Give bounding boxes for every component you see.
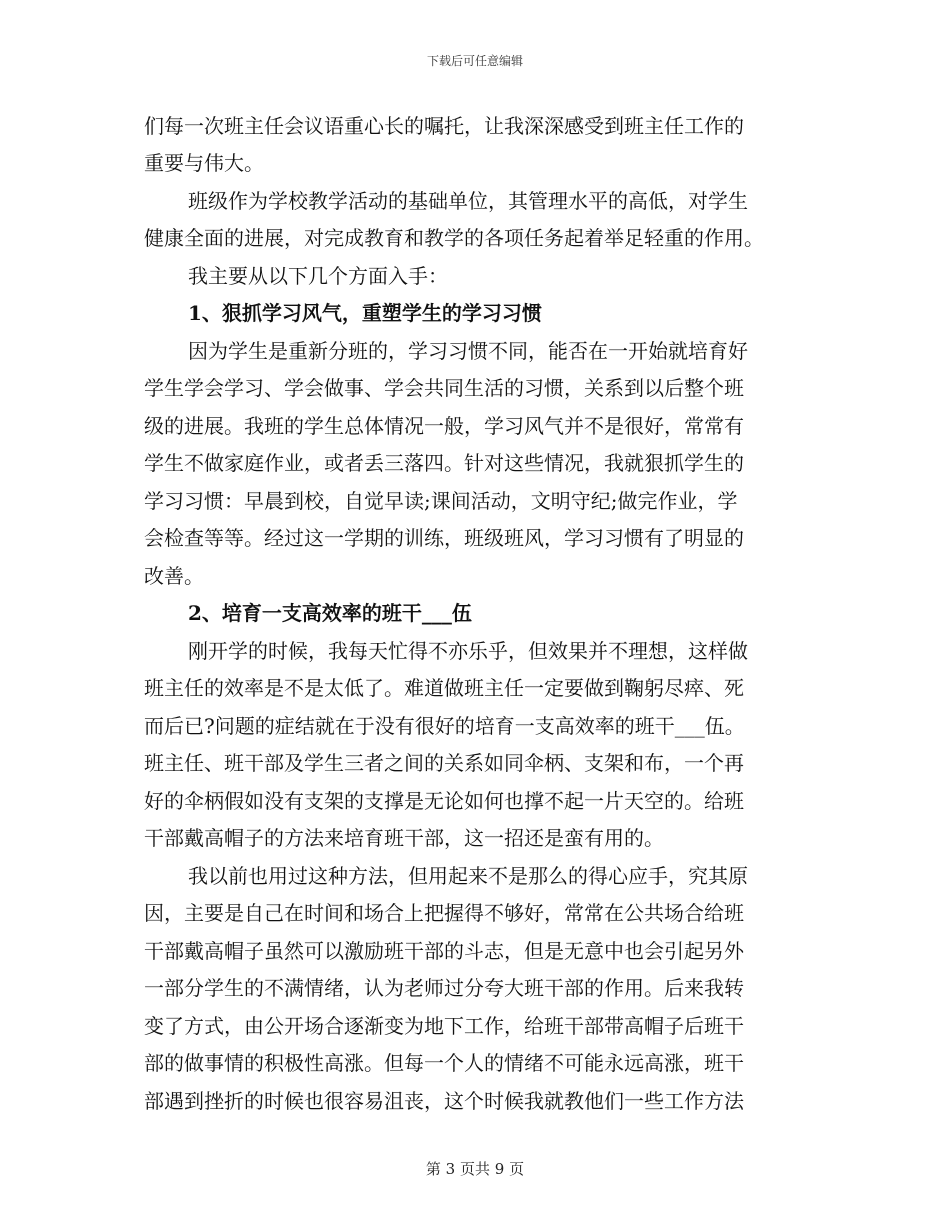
text-line: 变了方式，由公开场合逐渐变为地下工作，给班干部带高帽子后班干	[144, 1014, 744, 1038]
section-heading: 2、培育一支高效率的班干___伍	[188, 601, 472, 625]
text-line: 级的进展。我班的学生总体情况一般，学习风气并不是很好，常常有	[144, 414, 744, 438]
page-footer: 第 3 页共 9 页	[425, 1160, 525, 1178]
text-line: 学习习惯：早晨到校，自觉早读;课间活动，文明守纪;做完作业，学	[144, 489, 738, 513]
text-line: 重要与伟大。	[144, 151, 264, 175]
text-line: 我主要从以下几个方面入手：	[188, 264, 448, 288]
text-line: 刚开学的时候，我每天忙得不亦乐乎，但效果并不理想，这样做	[188, 639, 748, 663]
text-line: 我以前也用过这种方法，但用起来不是那么的得心应手，究其原	[188, 864, 748, 888]
text-line: 部的做事情的积极性高涨。但每一个人的情绪不可能永远高涨，班干	[144, 1051, 744, 1075]
text-line: 们每一次班主任会议语重心长的嘱托，让我深深感受到班主任工作的	[144, 114, 744, 138]
text-line: 班主任的效率是不是太低了。难道做班主任一定要做到鞠躬尽瘁、死	[144, 676, 744, 700]
text-line: 学生不做家庭作业，或者丢三落四。针对这些情况，我就狠抓学生的	[144, 451, 744, 475]
section-heading: 1、狠抓学习风气，重塑学生的学习习惯	[188, 301, 542, 325]
page-header: 下载后可任意编辑	[426, 54, 523, 68]
text-line: 因为学生是重新分班的，学习习惯不同，能否在一开始就培育好	[188, 339, 748, 363]
text-line: 改善。	[144, 564, 204, 588]
text-line: 会检查等等。经过这一学期的训练，班级班风，学习习惯有了明显的	[144, 526, 744, 550]
text-line: 健康全面的进展，对完成教育和教学的各项任务起着举足轻重的作用。	[144, 226, 764, 250]
text-line: 因，主要是自己在时间和场合上把握得不够好，常常在公共场合给班	[144, 901, 744, 925]
text-line: 部遇到挫折的时候也很容易沮丧，这个时候我就教他们一些工作方法	[144, 1089, 744, 1113]
text-line: 学生学会学习、学会做事、学会共同生活的习惯，关系到以后整个班	[144, 376, 744, 400]
text-line: 好的伞柄假如没有支架的支撑是无论如何也撑不起一片天空的。给班	[144, 789, 744, 813]
text-line: 干部戴高帽子虽然可以激励班干部的斗志，但是无意中也会引起另外	[144, 939, 744, 963]
text-line: 而后已?问题的症结就在于没有很好的培育一支高效率的班干___伍。	[144, 714, 745, 738]
text-line: 干部戴高帽子的方法来培育班干部，这一招还是蛮有用的。	[144, 826, 664, 850]
text-line: 一部分学生的不满情绪，认为老师过分夸大班干部的作用。后来我转	[144, 976, 744, 1000]
text-line: 班级作为学校教学活动的基础单位，其管理水平的高低，对学生	[188, 189, 748, 213]
text-line: 班主任、班干部及学生三者之间的关系如同伞柄、支架和布，一个再	[144, 751, 744, 775]
